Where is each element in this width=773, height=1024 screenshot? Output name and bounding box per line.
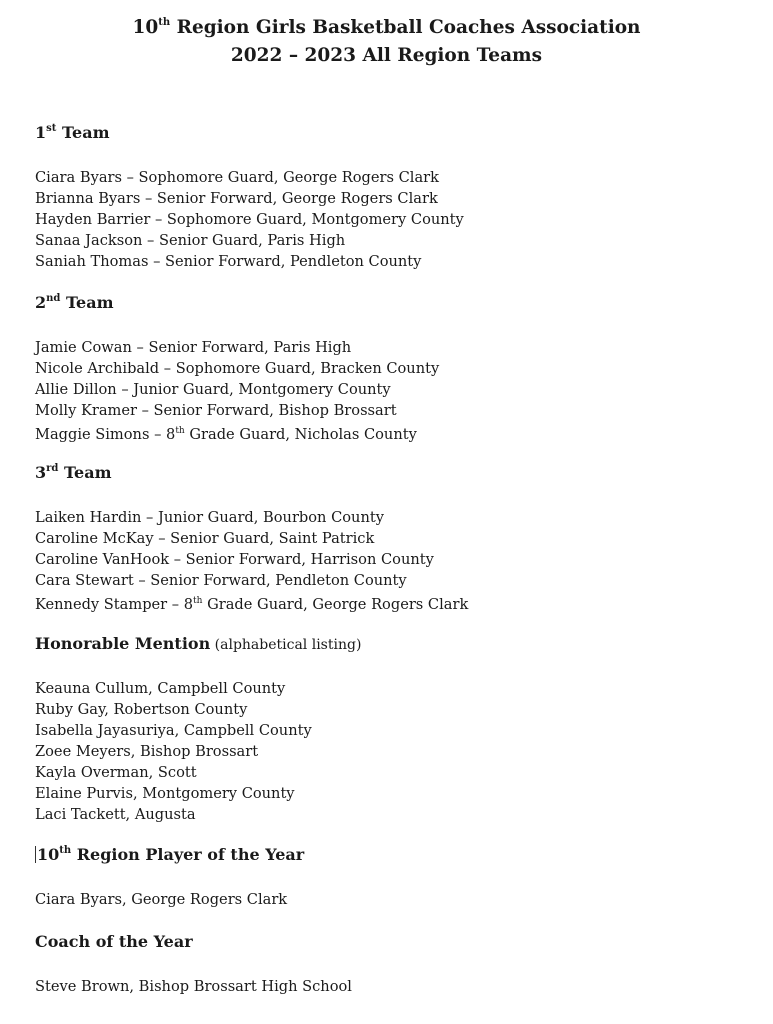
list-item: Molly Kramer – Senior Forward, Bishop Brossart (35, 402, 397, 419)
second-team-list (35, 337, 439, 442)
heading-number: 10 (37, 845, 60, 864)
heading-ordinal: rd (46, 462, 59, 474)
player-of-year-list (35, 889, 287, 910)
heading-ordinal: nd (46, 292, 61, 304)
first-team-heading (35, 123, 110, 143)
heading-ordinal: th (59, 844, 72, 856)
player-text: Grade Guard, George Rogers Clark (202, 595, 469, 613)
list-item: Caroline McKay – Senior Guard, Saint Patrick (35, 530, 375, 547)
player-text: Kennedy Stamper – 8 (35, 595, 194, 613)
title-ordinal: th (158, 16, 171, 28)
list-item: Nicole Archibald – Sophomore Guard, Bracken County (35, 360, 440, 377)
grade-ordinal: th (193, 596, 203, 606)
player-of-year-heading (35, 845, 304, 865)
list-item: Sanaa Jackson – Senior Guard, Paris High (35, 232, 346, 249)
player-text: Maggie Simons – 8 (35, 425, 176, 443)
list-item: Steve Brown, Bishop Brossart High School (35, 978, 352, 995)
list-item (35, 421, 439, 442)
list-item (35, 591, 468, 612)
list-item: Ciara Byars, George Rogers Clark (35, 891, 288, 908)
second-team-heading (35, 293, 114, 313)
heading-note: (alphabetical listing) (210, 637, 362, 653)
document-title-line-2: 2022 – 2023 All Region Teams (230, 45, 543, 66)
list-item: Jamie Cowan – Senior Forward, Paris High (35, 339, 352, 356)
list-item: Ciara Byars – Sophomore Guard, George Rogers Clark (35, 169, 439, 186)
list-item: Zoee Meyers, Bishop Brossart (35, 743, 259, 760)
heading-number: 2 (35, 293, 47, 312)
heading-text: Team (58, 463, 112, 482)
title-text: Region Girls Basketball Coaches Association (170, 17, 641, 38)
list-item: Hayden Barrier – Sophomore Guard, Montgomery County (35, 211, 464, 228)
list-item: Kayla Overman, Scott (35, 764, 197, 781)
player-text: Grade Guard, Nicholas County (184, 425, 417, 443)
list-item: Cara Stewart – Senior Forward, Pendleton County (35, 572, 407, 589)
list-item: Laci Tackett, Augusta (35, 806, 196, 823)
third-team-heading (35, 463, 112, 483)
coach-of-year-list (35, 976, 352, 997)
list-item: Elaine Purvis, Montgomery County (35, 785, 295, 802)
honorable-mention-heading (35, 634, 361, 655)
title-number: 10 (132, 17, 159, 38)
heading-text: Honorable Mention (35, 634, 211, 653)
honorable-mention-list (35, 678, 312, 825)
heading-text: Region Player of the Year (71, 845, 305, 864)
heading-text: Team (56, 123, 110, 142)
list-item: Keauna Cullum, Campbell County (35, 680, 286, 697)
list-item: Laiken Hardin – Junior Guard, Bourbon County (35, 509, 384, 526)
heading-number: 3 (35, 463, 47, 482)
grade-ordinal: th (175, 426, 185, 436)
heading-number: 1 (35, 123, 47, 142)
heading-ordinal: st (46, 122, 57, 134)
list-item: Ruby Gay, Robertson County (35, 701, 248, 718)
coach-of-year-heading: Coach of the Year (35, 932, 193, 951)
list-item: Saniah Thomas – Senior Forward, Pendleton County (35, 253, 422, 270)
list-item: Isabella Jayasuriya, Campbell County (35, 722, 312, 739)
text-cursor (35, 846, 36, 863)
first-team-list (35, 167, 464, 272)
heading-text: Team (60, 293, 114, 312)
document-title-line-1 (0, 15, 773, 41)
third-team-list (35, 507, 468, 612)
list-item: Brianna Byars – Senior Forward, George Rogers Clark (35, 190, 438, 207)
list-item: Caroline VanHook – Senior Forward, Harrison County (35, 551, 434, 568)
list-item: Allie Dillon – Junior Guard, Montgomery County (35, 381, 391, 398)
